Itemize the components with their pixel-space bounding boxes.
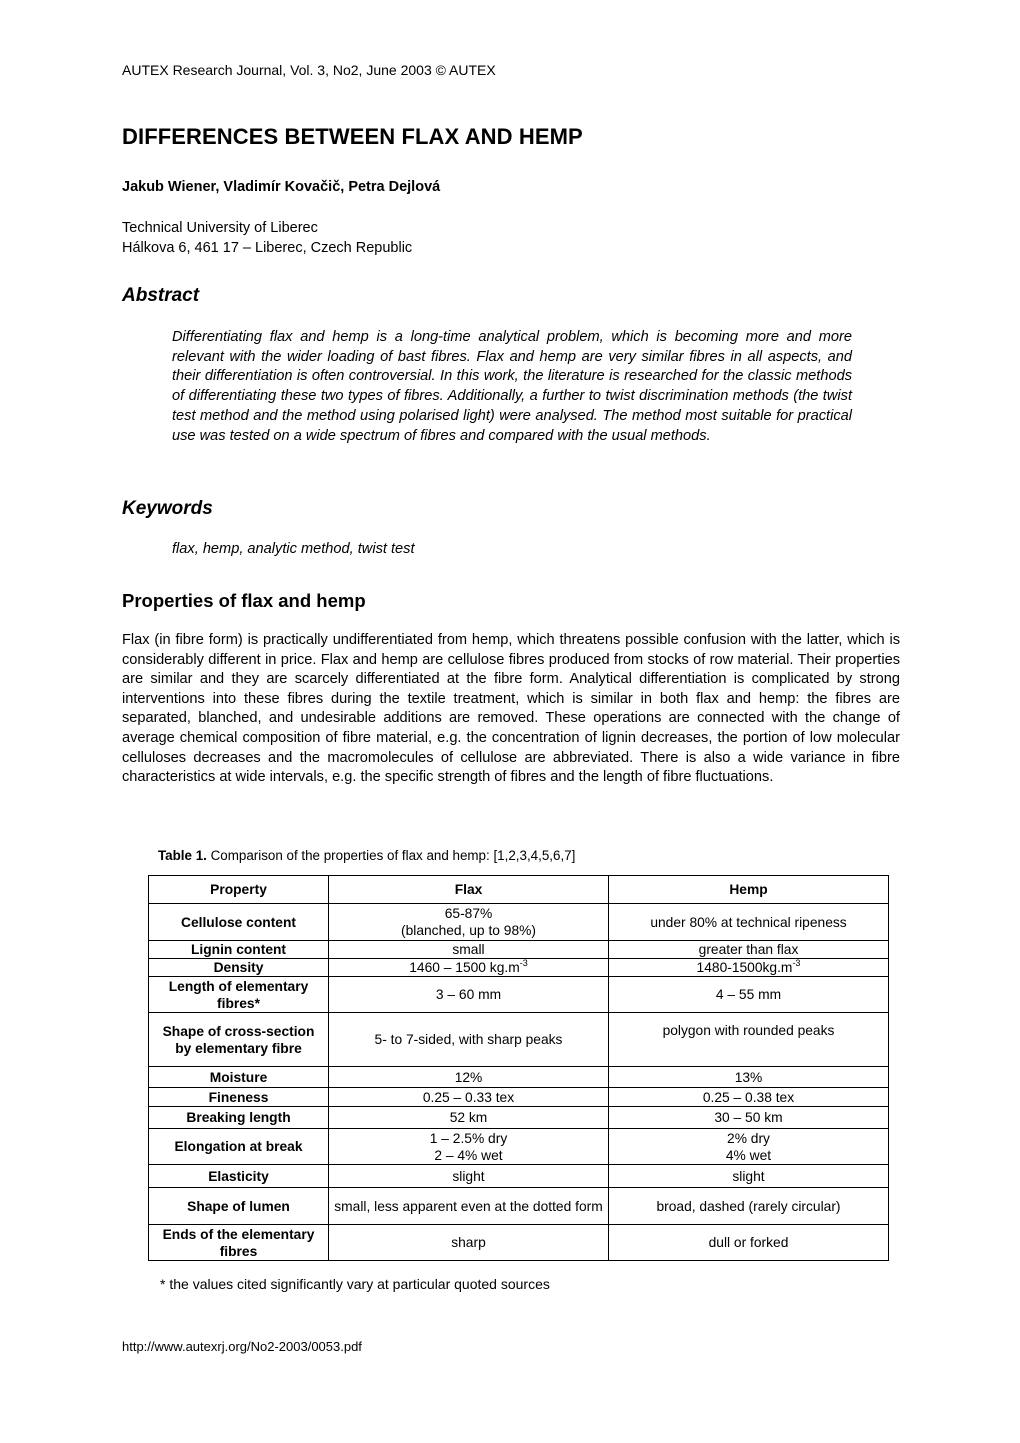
properties-table [148,875,889,1261]
keywords-text: flax, hemp, analytic method, twist test [172,541,415,557]
table-row [149,1129,889,1165]
row-property: Breaking length [149,1107,329,1129]
row-hemp: broad, dashed (rarely circular) [609,1188,889,1225]
row-property: Lignin content [149,941,329,959]
table-row [149,1165,889,1188]
row-property: Elongation at break [149,1129,329,1165]
cell-text: 1480-1500kg.m [696,960,793,975]
cell-line: 2 – 4% wet [434,1147,503,1163]
row-flax: 52 km [329,1107,609,1129]
table-row [149,1088,889,1107]
row-property: Cellulose content [149,904,329,941]
table-row [149,1188,889,1225]
row-hemp [609,1129,889,1165]
table-header-row [149,876,889,904]
row-hemp: 0.25 – 0.38 tex [609,1088,889,1107]
affiliation-line-2: Hálkova 6, 461 17 – Liberec, Czech Republic [122,240,413,256]
table-row [149,977,889,1013]
section-heading: Properties of flax and hemp [122,590,366,611]
abstract-heading: Abstract [122,285,200,306]
abstract-text: Differentiating flax and hemp is a long-time analytical problem, which is becoming more and more relevant with the wider loading of bast fibres. Flax and hemp are very similar fibres in all aspects, and their differentiation is often controversial. In this work, the literature is researched for the classic methods of differentiating these two types of fibres. Additionally, a further to twist discrimination methods (the twist test method and the method using polarised light) were analysed. The method most suitable for practical use was tested on a wide spectrum of fibres and compared with the usual methods. [172,329,852,444]
row-property: Ends of the elementary fibres [149,1225,329,1261]
affiliation [122,218,412,258]
table-row [149,904,889,941]
cell-line: 2% dry [727,1130,770,1146]
row-property: Moisture [149,1067,329,1088]
keywords-heading: Keywords [122,498,213,519]
table-row [149,1067,889,1088]
table-row [149,1107,889,1129]
row-flax [329,1129,609,1165]
table-row [149,959,889,977]
header-property: Property [149,876,329,904]
row-flax: 5- to 7-sided, with sharp peaks [329,1013,609,1067]
row-property: Length of elementary fibres* [149,977,329,1013]
authors: Jakub Wiener, Vladimír Kovačič, Petra Dejlová [122,179,441,195]
row-hemp: under 80% at technical ripeness [609,904,889,941]
header-hemp: Hemp [609,876,889,904]
table-row [149,1013,889,1067]
table-caption-label: Table 1. [158,848,207,863]
row-hemp: 13% [609,1067,889,1088]
row-flax: small, less apparent even at the dotted form [329,1188,609,1225]
row-property: Elasticity [149,1165,329,1188]
row-flax: sharp [329,1225,609,1261]
row-flax: 3 – 60 mm [329,977,609,1013]
table-footnote: * the values cited significantly vary at particular quoted sources [160,1276,550,1292]
header-flax: Flax [329,876,609,904]
row-hemp: greater than flax [609,941,889,959]
affiliation-line-1: Technical University of Liberec [122,220,318,236]
row-flax: 12% [329,1067,609,1088]
cell-line: 65-87% [444,906,493,921]
row-property: Shape of lumen [149,1188,329,1225]
row-hemp: polygon with rounded peaks [609,1013,889,1067]
row-hemp: dull or forked [609,1225,889,1261]
unit-exponent: -3 [792,958,801,968]
table-caption [158,848,575,863]
cell-text: 1460 – 1500 kg.m [409,960,520,975]
cell-line: 1 – 2.5% dry [429,1130,508,1146]
table-row [149,1225,889,1261]
row-hemp: slight [609,1165,889,1188]
row-flax [329,904,609,941]
row-hemp [609,959,889,977]
unit-exponent: -3 [519,958,528,968]
row-property: Shape of cross-section by elementary fibre [149,1013,329,1067]
row-flax: slight [329,1165,609,1188]
row-hemp: 30 – 50 km [609,1107,889,1129]
paper-title: DIFFERENCES BETWEEN FLAX AND HEMP [122,124,583,149]
section-body-text: Flax (in fibre form) is practically undifferentiated from hemp, which threatens possible confusion with the latter, which is considerably different in price. Flax and hemp are cellulose fibres produced from stocks of row material. Their properties are similar and they are scarcely differentiated at the fibre form. Analytical differentiation is complicated by strong interventions into these fibres during the textile treatment, which is similar in both flax and hemp: the fibres are separated, blanched, and undesirable additions are removed. These operations are connected with the change of average chemical composition of fibre material, e.g. the concentration of lignin decreases, the portion of low molecular celluloses decreases and the macromolecules of cellulose are abbreviated. There is also a wide variance in fibre characteristics at wide intervals, e.g. the specific strength of fibres and the length of fibre fluctuations. [122,632,900,786]
table-caption-text: Comparison of the properties of flax and hemp: [1,2,3,4,5,6,7] [206,848,576,863]
row-flax: small [329,941,609,959]
cell-line: 4% wet [725,1147,772,1163]
cell-line: (blanched, up to 98%) [401,923,536,938]
row-property: Density [149,959,329,977]
journal-header: AUTEX Research Journal, Vol. 3, No2, June 2003 © AUTEX [122,62,496,78]
row-hemp: 4 – 55 mm [609,977,889,1013]
row-flax [329,959,609,977]
row-flax: 0.25 – 0.33 tex [329,1088,609,1107]
footer-url: http://www.autexrj.org/No2-2003/0053.pdf [122,1339,362,1354]
row-property: Fineness [149,1088,329,1107]
table-row [149,941,889,959]
